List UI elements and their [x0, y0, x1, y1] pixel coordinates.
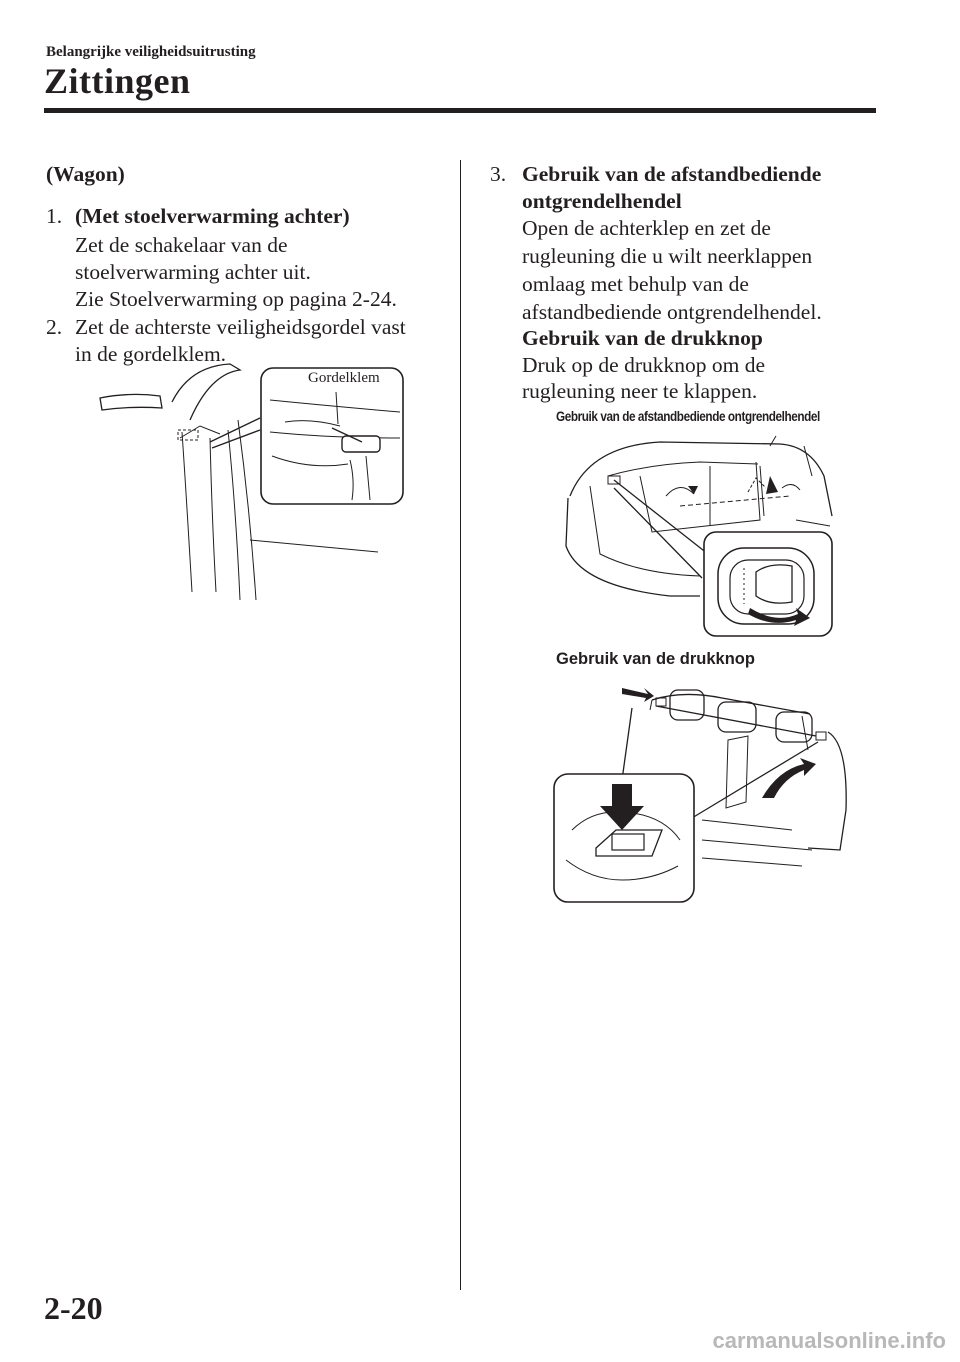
step3-sub-line: rugleuning neer te klappen.	[522, 379, 758, 403]
page-title: Zittingen	[44, 61, 191, 101]
step3-line: rugleuning die u wilt neerklappen	[522, 244, 813, 268]
step3-heading: ontgrendelhendel	[522, 189, 682, 213]
step1-line: stoelverwarming achter uit.	[75, 260, 311, 284]
column-divider	[460, 160, 461, 1290]
push-button-illustration	[552, 680, 852, 906]
watermark: carmanualsonline.info	[712, 1328, 946, 1353]
gordelklem-label: Gordelklem	[308, 370, 380, 386]
step1-line: Zet de schakelaar van de	[75, 233, 288, 257]
step2-line: Zet de achterste veiligheidsgordel vast	[75, 315, 406, 339]
remote-release-illustration	[560, 436, 840, 642]
step1-number: 1.	[46, 204, 63, 228]
section-label: Belangrijke veiligheidsuitrusting	[46, 44, 256, 60]
step3-heading: Gebruik van de afstandbediende	[522, 162, 822, 186]
step1-line: Zie Stoelverwarming op pagina 2-24.	[75, 287, 397, 311]
step1-heading: (Met stoelverwarming achter)	[75, 204, 350, 228]
step2-number: 2.	[46, 315, 63, 339]
step3-line: omlaag met behulp van de	[522, 272, 749, 296]
step3-subheading: Gebruik van de drukknop	[522, 326, 763, 350]
seatbelt-clip-illustration	[100, 360, 410, 600]
page-number: 2-20	[44, 1290, 103, 1326]
step3-number: 3.	[490, 162, 507, 186]
step3-sub-line: Druk op de drukknop om de	[522, 353, 766, 377]
step3-line: afstandbediende ontgrendelhendel.	[522, 300, 822, 324]
figure3-caption: Gebruik van de drukknop	[556, 650, 755, 668]
step3-line: Open de achterklep en zet de	[522, 216, 771, 240]
figure2-caption: Gebruik van de afstandbediende ontgrendelhendel	[556, 408, 820, 424]
variant-label: (Wagon)	[46, 162, 125, 186]
step2-line: in de gordelklem.	[75, 342, 227, 366]
header-rule	[44, 108, 876, 113]
